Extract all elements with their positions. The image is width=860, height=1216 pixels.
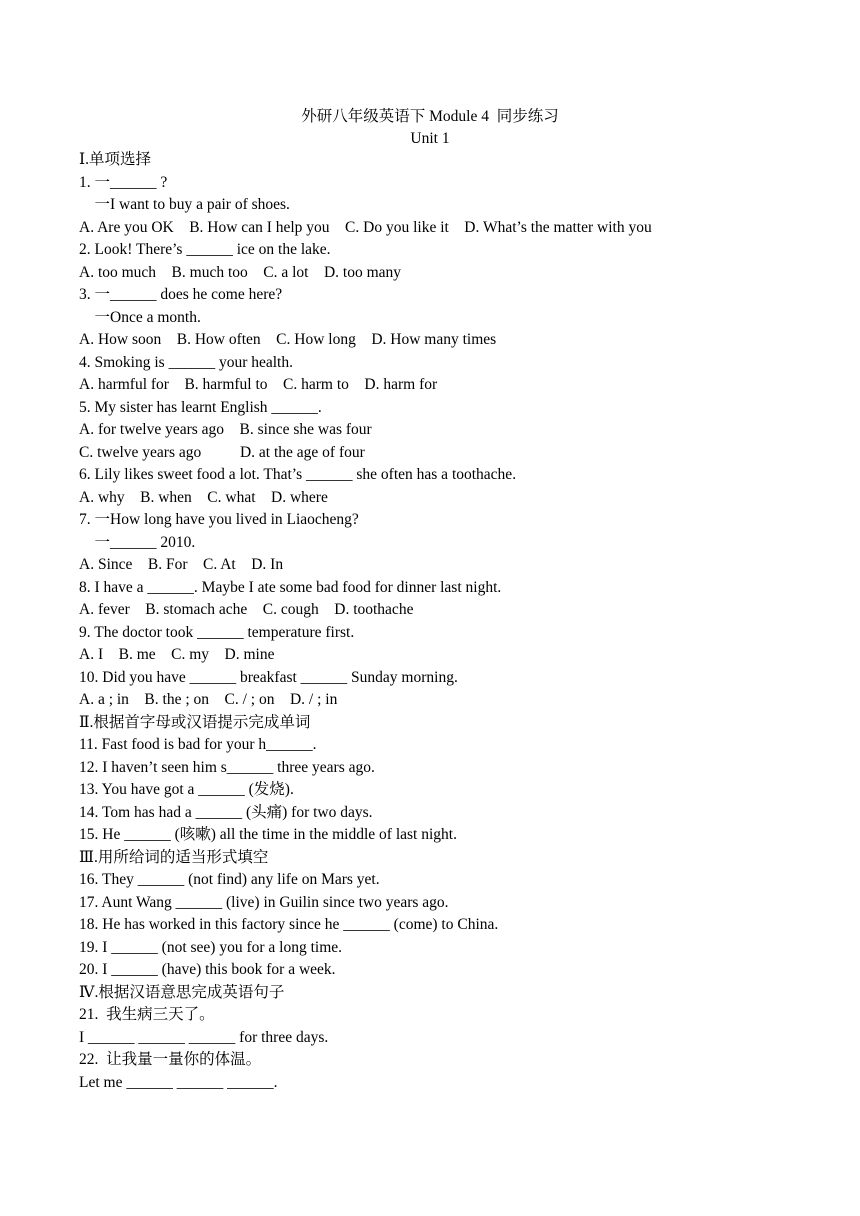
text-line: Let me ______ ______ ______. [79, 1073, 278, 1091]
answer-options: A. How soon B. How often C. How long D. How many times [79, 331, 497, 348]
question-line: 9. The doctor took ______ temperature first. [79, 623, 355, 641]
answer-options: A. Since B. For C. At D. In [79, 556, 284, 573]
answer-options: A. a ; in B. the ; on C. / ; on D. / ; in [79, 691, 338, 708]
question-line: 3. 一______ does he come here? [79, 286, 283, 303]
answer-options: A. too much B. much too C. a lot D. too many [79, 263, 402, 281]
document-subtitle: Unit 1 [410, 130, 450, 147]
dialogue-line: 一______ 2010. [79, 533, 196, 551]
question-line: 10. Did you have ______ breakfast ______ Sunday morning. [79, 668, 458, 686]
question-line: 14. Tom has had a ______ (头痛) for two days. [79, 803, 373, 821]
section-heading: Ⅳ.根据汉语意思完成英语句子 [79, 983, 285, 1001]
answer-options: C. twelve years ago D. at the age of four [79, 443, 365, 461]
question-line: 6. Lily likes sweet food a lot. That’s ______ she often has a toothache. [79, 466, 517, 483]
section-heading: Ⅲ.用所给词的适当形式填空 [79, 848, 269, 866]
question-line: 5. My sister has learnt English ______. [79, 398, 322, 416]
text-line: I ______ ______ ______ for three days. [79, 1028, 329, 1046]
answer-options: A. fever B. stomach ache C. cough D. toothache [79, 601, 414, 618]
question-line: 8. I have a ______. Maybe I ate some bad food for dinner last night. [79, 578, 502, 596]
answer-options: A. Are you OK B. How can I help you C. Do you like it D. What’s the matter with you [79, 218, 652, 236]
section-heading: Ⅱ.根据首字母或汉语提示完成单词 [79, 713, 311, 731]
question-line: 21. 我生病三天了。 [79, 1006, 215, 1023]
answer-options: A. I B. me C. my D. mine [79, 646, 275, 663]
answer-options: A. for twelve years ago B. since she was four [79, 421, 372, 438]
question-line: 12. I haven’t seen him s______ three years ago. [79, 758, 375, 776]
question-line: 18. He has worked in this factory since he ______ (come) to China. [79, 916, 499, 933]
question-line: 22. 让我量一量你的体温。 [79, 1051, 262, 1068]
question-line: 19. I ______ (not see) you for a long time. [79, 938, 343, 956]
question-line: 16. They ______ (not find) any life on Mars yet. [79, 871, 380, 888]
question-line: 13. You have got a ______ (发烧). [79, 781, 294, 798]
exercise-body [79, 149, 839, 1094]
document-title: 外研八年级英语下 Module 4 同步练习 [301, 108, 559, 125]
section-heading: Ⅰ.单项选择 [79, 151, 151, 168]
dialogue-line: 一I want to buy a pair of shoes. [79, 196, 290, 213]
question-line: 15. He ______ (咳嗽) all the time in the middle of last night. [79, 826, 457, 843]
question-line: 7. 一How long have you lived in Liaocheng? [79, 511, 359, 528]
question-line: 4. Smoking is ______ your health. [79, 353, 293, 371]
answer-options: A. why B. when C. what D. where [79, 488, 328, 506]
dialogue-line: 一Once a month. [79, 308, 201, 326]
question-line: 2. Look! There’s ______ ice on the lake. [79, 241, 331, 258]
question-line: 1. 一______ ? [79, 173, 168, 191]
question-line: 11. Fast food is bad for your h______. [79, 736, 317, 753]
question-line: 20. I ______ (have) this book for a week. [79, 961, 336, 978]
answer-options: A. harmful for B. harmful to C. harm to D. harm for [79, 376, 438, 393]
question-line: 17. Aunt Wang ______ (live) in Guilin since two years ago. [79, 893, 449, 911]
